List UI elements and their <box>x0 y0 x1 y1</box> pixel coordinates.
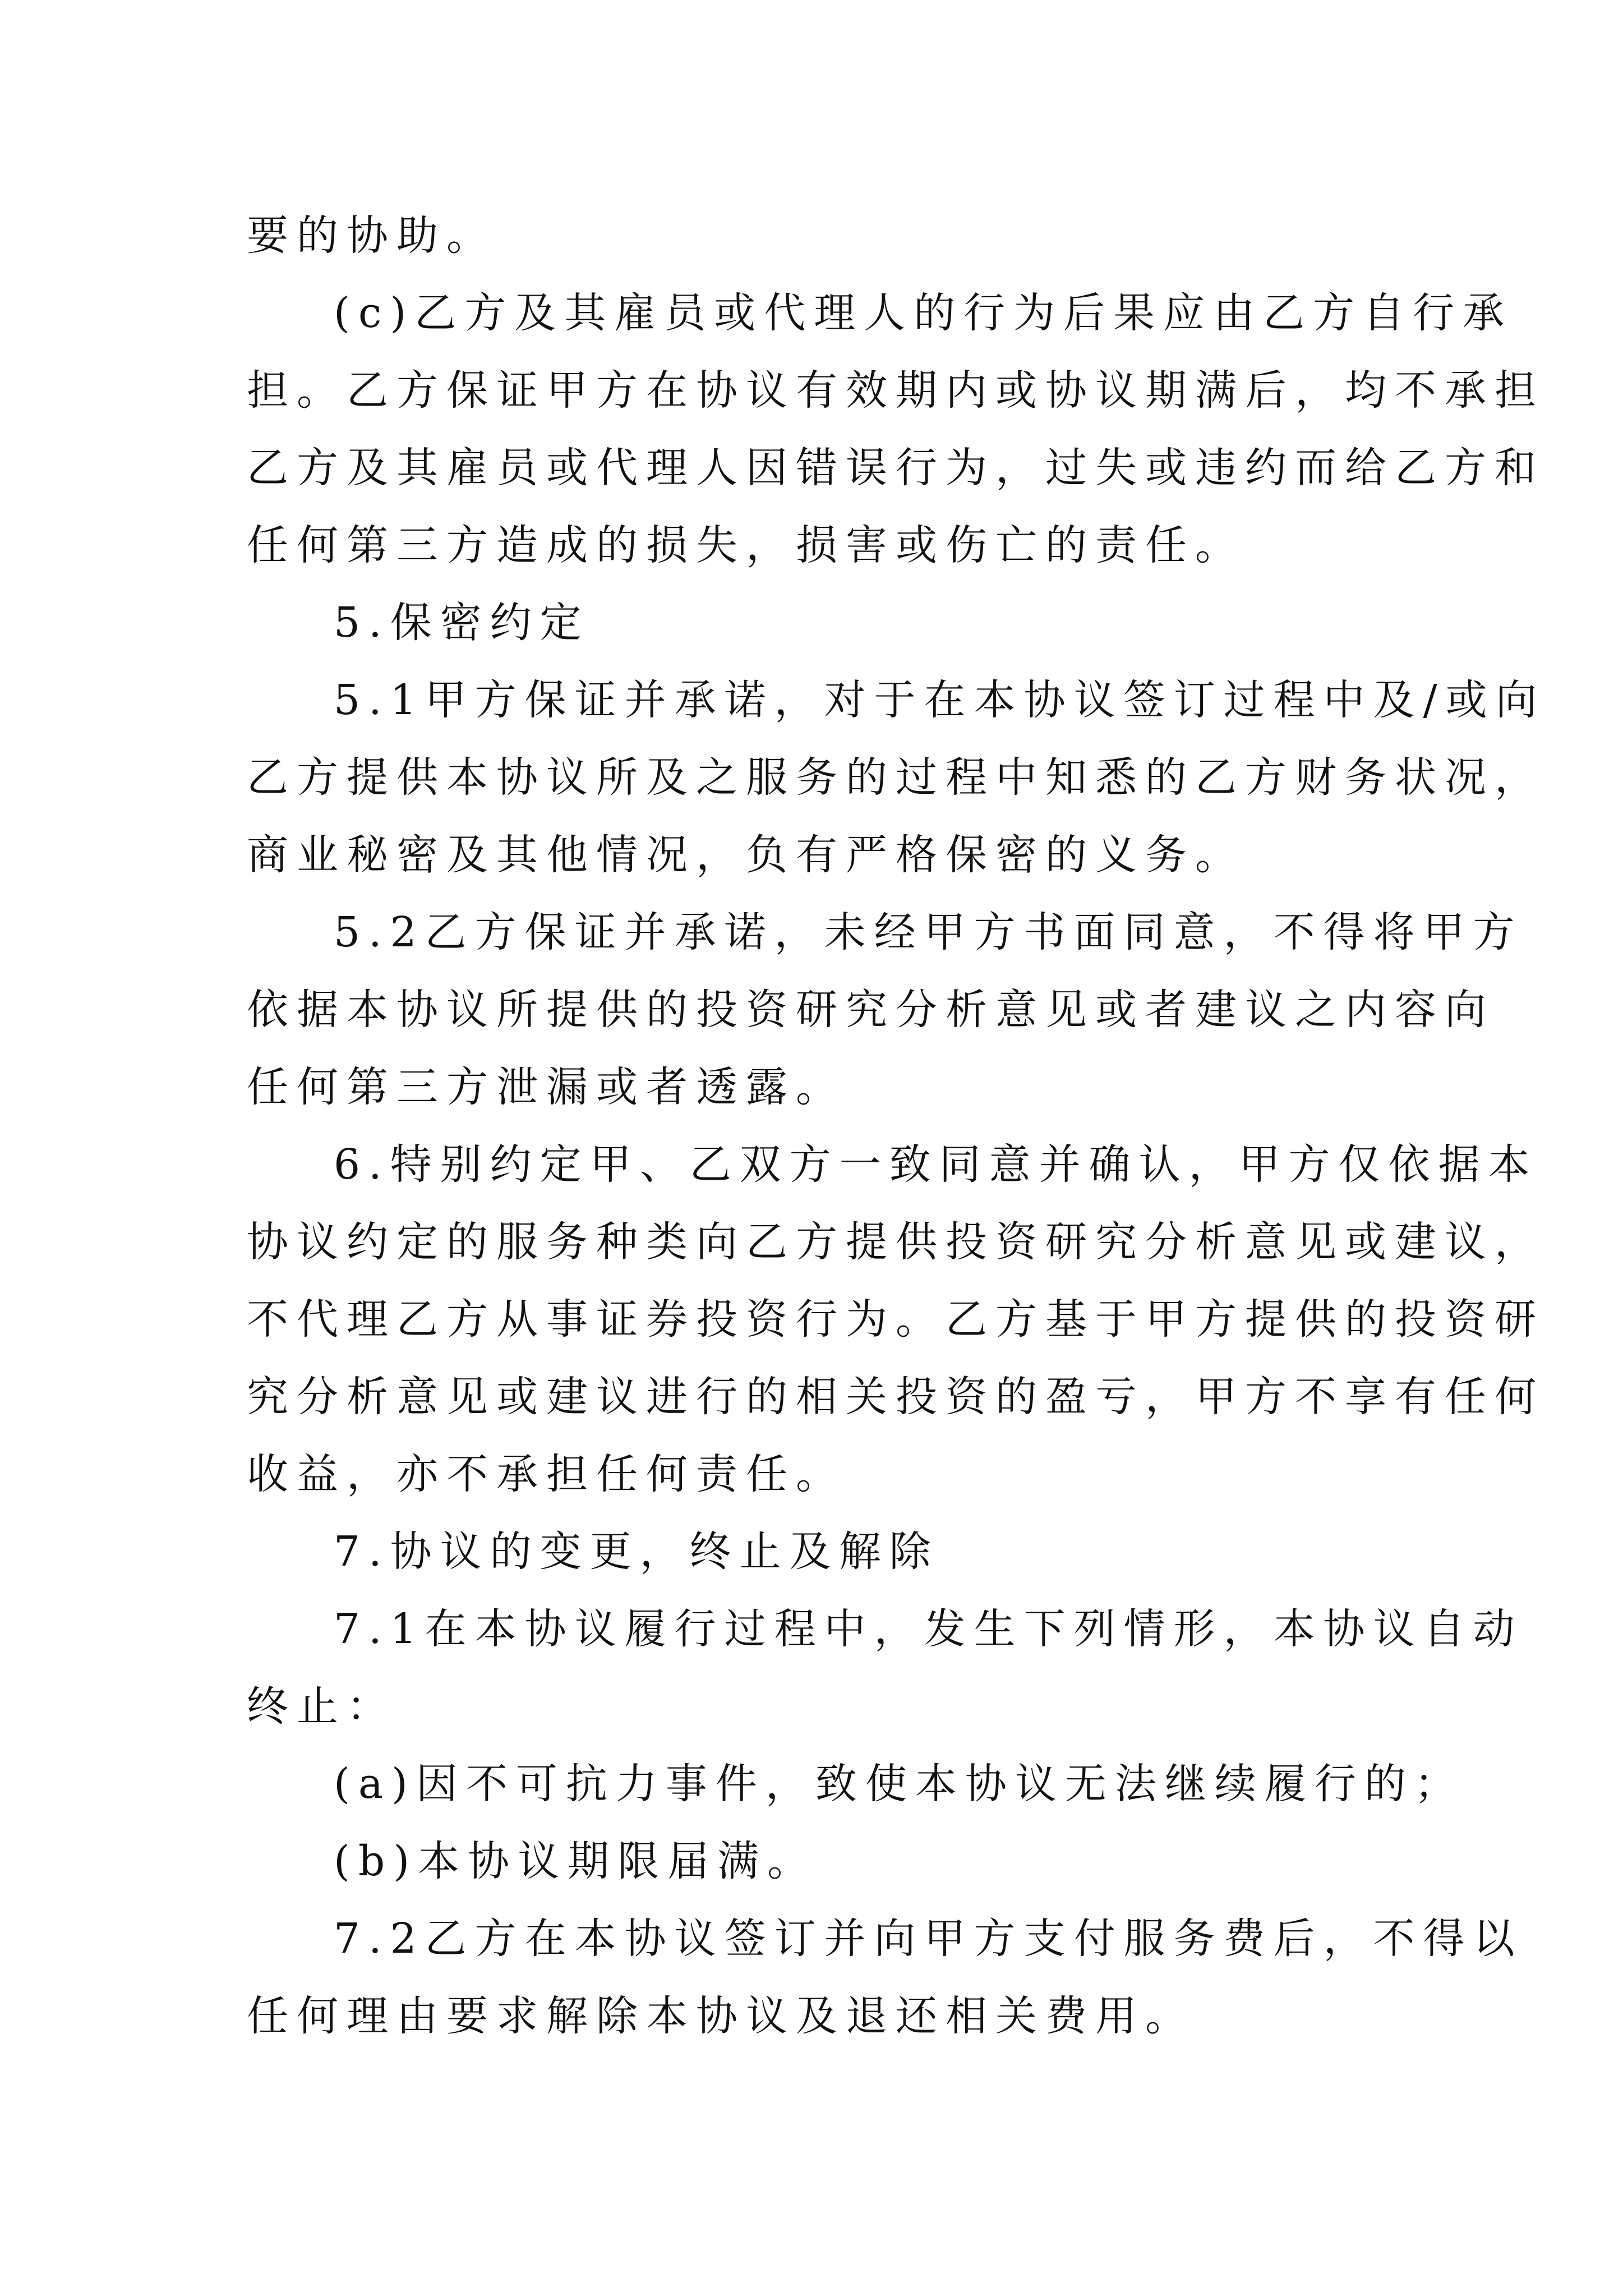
text-line: 不代理乙方从事证券投资行为。乙方基于甲方提供的投资研 <box>247 1295 1544 1343</box>
text-line: 究分析意见或建议进行的相关投资的盈亏，甲方不享有任何 <box>247 1373 1544 1421</box>
text-line: 乙方提供本协议所及之服务的过程中知悉的乙方财务状况， <box>247 753 1544 802</box>
text-line: 5.2乙方保证并承诺，未经甲方书面同意，不得将甲方 <box>334 908 1523 956</box>
text-line: 担。乙方保证甲方在协议有效期内或协议期满后，均不承担 <box>247 366 1544 415</box>
text-line: 收益，亦不承担任何责任。 <box>247 1450 846 1498</box>
text-line: (c)乙方及其雇员或代理人的行为后果应由乙方自行承 <box>334 289 1513 337</box>
list-item: (b)本协议期限届满。 <box>334 1837 818 1885</box>
text-line: 终止： <box>247 1682 396 1731</box>
text-line: 7.1在本协议履行过程中，发生下列情形，本协议自动 <box>334 1605 1523 1653</box>
text-line: 5.1甲方保证并承诺，对于在本协议签订过程中及/或向 <box>334 676 1546 724</box>
section-heading: 5.保密约定 <box>334 599 590 647</box>
text-line: 协议约定的服务种类向乙方提供投资研究分析意见或建议， <box>247 1218 1544 1266</box>
list-item: (a)因不可抗力事件，致使本协议无法继续履行的； <box>334 1760 1464 1808</box>
text-line: 6.特别约定甲、乙双方一致同意并确认，甲方仅依据本 <box>334 1140 1538 1189</box>
section-heading: 7.协议的变更，终止及解除 <box>334 1527 939 1576</box>
text-line: 依据本协议所提供的投资研究分析意见或者建议之内容向 <box>247 986 1495 1034</box>
text-line: 任何第三方造成的损失，损害或伤亡的责任。 <box>247 521 1245 569</box>
text-line: 任何理由要求解除本协议及退还相关费用。 <box>247 1992 1195 2040</box>
text-line: 乙方及其雇员或代理人因错误行为，过失或违约而给乙方和 <box>247 444 1544 492</box>
text-line: 7.2乙方在本协议签订并向甲方支付服务费后，不得以 <box>334 1915 1523 1963</box>
text-line: 商业秘密及其他情况，负有严格保密的义务。 <box>247 831 1245 879</box>
text-line: 任何第三方泄漏或者透露。 <box>247 1063 846 1111</box>
text-line: 要的协助。 <box>247 211 496 260</box>
